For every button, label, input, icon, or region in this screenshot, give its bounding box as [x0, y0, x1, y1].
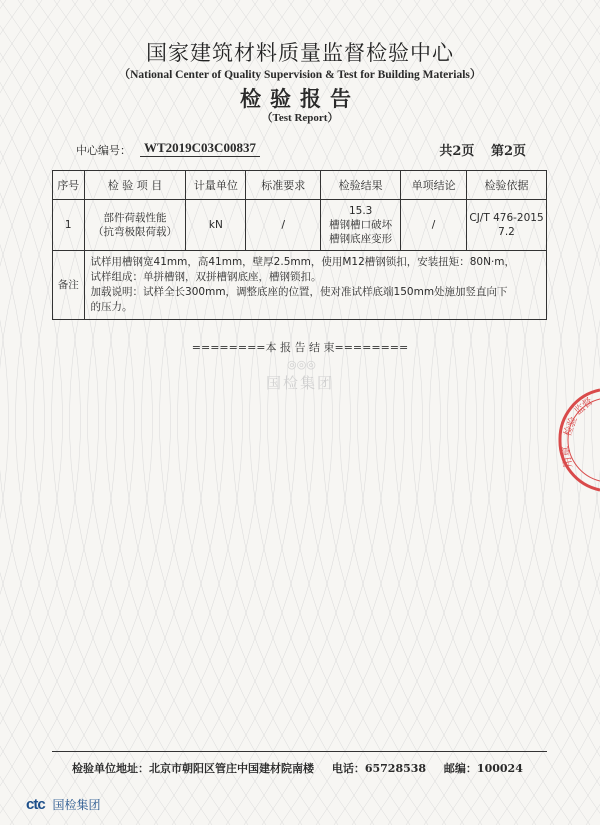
organization-name-en: （National Center of Quality Supervision & Test for Building Materials） [118, 69, 482, 81]
svg-text:检验: 检验 [562, 415, 580, 439]
current-page: 第2页 [490, 144, 526, 159]
header-cell-basis: 检验依据 [467, 171, 547, 200]
footer-phone: 电话：65728538 [331, 762, 427, 775]
header-cell-result: 检验结果 [321, 171, 401, 200]
test-result-table [52, 170, 547, 320]
table-header-row [53, 171, 547, 200]
cell-requirement: / [246, 200, 321, 251]
svg-text:监督: 监督 [572, 396, 596, 418]
page-count [427, 140, 526, 159]
cell-result-line: 15.3 [348, 205, 373, 217]
cell-result-line: 槽钢槽口破坏 [329, 219, 393, 231]
cell-item-line: 部件荷载性能 [103, 212, 167, 224]
footer-postcode: 邮编：100024 [443, 762, 523, 775]
header-cell-item: 检 验 项 目 [84, 171, 186, 200]
report-title-en: （Test Report） [261, 112, 339, 124]
cell-result-line: 槽钢底座变形 [329, 233, 393, 245]
remarks-label: 备注 [53, 251, 85, 320]
footer-divider [52, 751, 547, 752]
official-seal-stamp [540, 385, 600, 495]
ctc-logo-icon: ctc [26, 796, 45, 813]
watermark-text: 国检集团 [265, 374, 334, 392]
end-of-report-marker: ========本 报 告 结 束======== [191, 341, 409, 354]
cell-no: 1 [53, 200, 85, 251]
header-cell-requirement: 标准要求 [246, 171, 321, 200]
cell-basis-line: 7.2 [498, 226, 515, 238]
remarks-text [84, 251, 546, 320]
svg-text:用章: 用章 [558, 444, 575, 469]
cell-item [84, 200, 186, 251]
report-title-cn: 检验报告 [240, 86, 360, 111]
brand-name: 国检集团 [52, 798, 101, 812]
brand-logo [26, 796, 101, 813]
remarks-row [53, 251, 547, 320]
header-cell-no: 序号 [53, 171, 85, 200]
report-number: WT2019C03C00837 [140, 140, 260, 157]
cell-unit: kN [186, 200, 246, 251]
report-meta-row [76, 140, 526, 158]
cell-result [321, 200, 401, 251]
table-row [53, 200, 547, 251]
report-number-label: 中心编号： [76, 144, 131, 157]
organization-name-cn: 国家建筑材料质量监督检验中心 [146, 41, 454, 65]
remarks-line: 试样用槽钢宽41mm，高41mm，壁厚2.5mm，使用M12槽钢锁扣，安装扭矩：80N·m， [90, 256, 516, 268]
footer-contact [72, 760, 537, 776]
watermark-logo-icon: ◎◎◎ [287, 358, 316, 371]
cell-item-line: （抗弯极限荷载） [92, 226, 177, 238]
remarks-line: 加载说明：试样全长300mm，调整底座的位置，使对准试样底端150mm处施加竖直向下 [90, 286, 508, 298]
cell-conclusion: / [401, 200, 467, 251]
remarks-line: 的压力。 [90, 301, 133, 313]
footer-address-text: 检验单位地址：北京市朝阳区管庄中国建材院南楼 [72, 762, 314, 775]
cell-basis [467, 200, 547, 251]
cell-basis-line: CJ/T 476-2015 [469, 212, 544, 224]
header-cell-unit: 计量单位 [186, 171, 246, 200]
header-cell-conclusion: 单项结论 [401, 171, 467, 200]
remarks-line: 试样组成：单拼槽钢，双拼槽钢底座，槽钢锁扣。 [90, 271, 322, 283]
total-pages: 共2页 [439, 144, 475, 159]
